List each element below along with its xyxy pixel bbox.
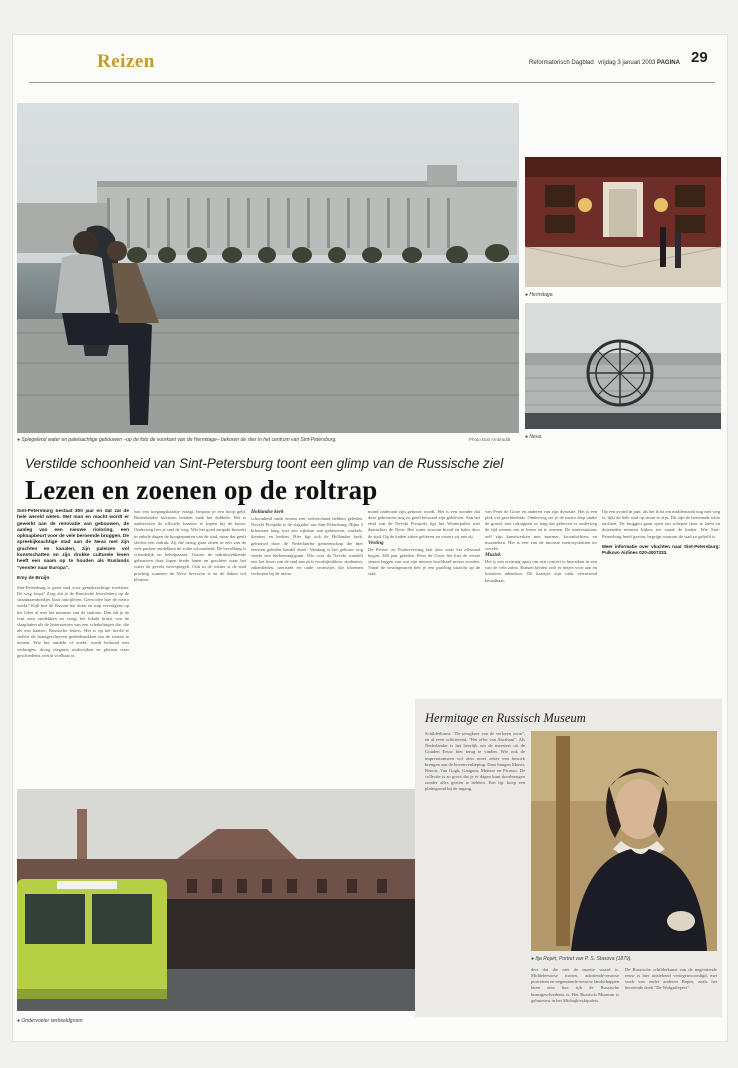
hermitage-box-text-1: Schilderkunst. "De terugkeer van de verloren zoon", en al even schitterend, "Het offer van Abraham". Als Nederlander is het heerlijk om de meesters uit de Gouden Eeuw hier terug te vinden. Wie ook de impressionisten wil zien moet zeker een bezoek brengen aan de bovenverdieping. Daar hangen Monet, Renoir, Van Gogh, Gauguin, Matisse en Picasso. De collectie is zo groot dat je er dagen kunt doorbrengen zonder alles gezien te hebben. Een tip: koop een plattegrond bij de ingang. bbox=[425, 731, 525, 792]
column-5-text: van Peter de Grote en anderen van zijn dynastie. Het is een plek vol geschiedenis. Onderweg zie je de metro diep onder de grond, met roltrappen zo lang dat gelieven er onderweg de tijd nemen om te lezen en te zoenen. De metrostations zelf zijn kunstwerken met marmer, kroonluchters en mozaieken. Het is een van de mooiste metrosystemen ter wereld. bbox=[485, 509, 597, 551]
article-column-2 bbox=[134, 509, 246, 771]
column-5b-text: Het is een ervaring apart om een concert te bezoeken in een van de vele zalen. Russen kleden zich er netjes voor aan en luisteren ademloos. De kaartjes zijn vaak verrassend betaalbaar. bbox=[485, 559, 597, 583]
hermitage-box-column-1 bbox=[425, 731, 525, 1011]
article-column-3 bbox=[251, 509, 363, 771]
page-header bbox=[13, 35, 727, 81]
hermitage-photo bbox=[525, 157, 721, 287]
date: vrijdag 3 januari 2003 bbox=[598, 60, 656, 66]
page-word: PAGINA bbox=[657, 60, 680, 66]
portrait-photo bbox=[531, 731, 717, 951]
portrait-painting bbox=[531, 731, 717, 951]
article-column-5 bbox=[485, 509, 597, 689]
hermitage-photo-image bbox=[525, 157, 721, 287]
column-2-text: van een toegangskaartje vraagt, bespaar je een hoop geld. Buitenlandse toeristen betalen vaak het dubbele. Het is aanbevolen de officiele kaarten te kopen bij de kassa. Onderweg leer je snel de weg. Wie het goed aanpakt bezoekt in enkele dagen de hoogtepunten van de stad, maar dat geeft slechts een indruk. Zij die rustig gaan zitten in een van de vele parken ontdekken de echte schoonheid. De bevolking is vriendelijk en behulpzaam. Tussen de indrukwekkende gebouwen door lopen brede lanen en grachten waar het water de gevels weerspiegelt. Ook in de winter is de stad prachtig wanneer de Neva bevroren is en de daken wit kleuren. bbox=[134, 509, 246, 582]
tram-photo bbox=[17, 789, 417, 1011]
main-photo-credit: Photo Bob Ambraddt bbox=[469, 437, 511, 442]
tram-caption: ● Ondervoeter verbeeldgroen. bbox=[17, 1018, 84, 1024]
column-3-text: schoonheid sinds enorm een verlieschand hebben geleden. Nevski Prospekt is de slagader van Sint-Petersburg. Bijna 5 kilometer lang, met een rijkdom aan gebouwen, winkels, theaters en kerken. Hier ligt ook de Hollandse kerk, gebouwd door de Nederlandse gemeenschap die hier eeuwen geleden handel dreef. Vandaag is het gebouw nog steeds een herkenningspunt. Wie over de Nevski wandelt ziet het leven van de stad aan zich voorbijtrekken: studenten, zakenlieden, toeristen en oude vrouwtjes die bloemen verkopen bij de metro. bbox=[251, 516, 363, 577]
hermitage-caption: ● Hermitage. bbox=[525, 292, 554, 298]
column-4b-text: De Petrus- en Paulusvesting laat zien waar het allemaal begon, 300 jaar geleden. Peter de Grote liet hier de eerste stenen leggen van wat zijn nieuwe hoofdstad moest worden. Vanaf de vestingmuren heb je een prachtig uitzicht op de stad. bbox=[368, 546, 480, 577]
tram-caption-text: Ondervoeter verbeeldgroen. bbox=[21, 1018, 84, 1024]
subhead-muziek: Muziek bbox=[485, 552, 501, 559]
column-4-text: mond onderaan zijn gebouw wordt. Het is een wonder dat deze gebouwen nog zo goed bewaard zijn gebleven. Aan het eind van de Nevski Prospekt ligt het Winterpaleis met daarachter de Neva. Het water stroomt breed en kalm door de stad. Op de kaden zitten gelieven en vissers zij aan zij. bbox=[368, 509, 480, 539]
main-photo-caption-text: Spiegelend water en paleisachtige gebouwen –op de foto de voorkant van de Hermitage– bekoren de slier in het centrum van Sint-Petersburg. bbox=[21, 437, 337, 443]
hermitage-box-title: Hermitage en Russisch Museum bbox=[425, 711, 586, 725]
neva-photo bbox=[525, 303, 721, 429]
main-photo bbox=[17, 103, 519, 433]
neva-photo-image bbox=[525, 303, 721, 429]
hermitage-box-text-2: dert dat die niet de moeite waard is. Middeleeuwse iconen, achttiende-eeuwse portretten en negentiende-eeuwse landschappen laten zien hoe rijk de Russische kunstgeschiedenis is. Het Russisch Museum is gehuisvest in het Michajlovskipaleis. bbox=[531, 967, 619, 1003]
portrait-caption-text: Ilja Repin, Portret van P. S. Stasova (1879). bbox=[535, 956, 632, 962]
dateline bbox=[598, 60, 680, 66]
byline: Emy de Bruijn bbox=[17, 575, 50, 581]
newspaper-page bbox=[12, 34, 728, 1042]
hermitage-box-column-3 bbox=[625, 967, 717, 1013]
hermitage-box-column-2 bbox=[531, 967, 619, 1013]
portrait-caption: ● Ilja Repin, Portret van P. S. Stasova (1879). bbox=[531, 956, 632, 962]
column-6-text: Op een avond in juni, als het licht om middernacht nog niet weg is, lijkt de hele stad op straat te zijn. Dit zijn de beroemde witte nachten. De bruggen gaan open om schepen door te laten en duizenden mensen kijken toe vanaf de kaden. Wie Sint-Petersburg heeft gezien, begrijpt waarom de stad zo geliefd is. bbox=[602, 509, 720, 539]
article-lead: Sint-Petersburg bestaat 300 jaar en dat zal de hele wereld weten. Met man en macht wordt er gewerkt aan de renovatie van gebouwen, de aanleg van een nieuwe rioloring, een opknapbeurt voor de vele beroemde bruggen. De spreekijksachtige stad aan de Neva met zijn grachten en kanalen, zijn paleizen vol kunstschatten en zijn drukke culturele leven heeft een naam op te houden als Ruslands "venster naar Europa". bbox=[17, 509, 129, 571]
main-photo-caption: ● Spiegelend water en paleisachtige gebouwen –op de foto de voorkant van de Hermitage– bekoren de slier in het centrum van Sint-Petersburg. bbox=[17, 437, 337, 443]
travel-info: Meer informatie over vluchten naar Sint-Petersburg: Pulkovo Airlines 020-4007333. bbox=[602, 543, 720, 555]
hermitage-box-text-3: De Russische schilderkunst van de negentiende eeuw is hier uitstekend vertegenwoordigd, met werk van onder anderen Repin, zoals het beroemde doek "De Wolgaslepers". bbox=[625, 967, 717, 991]
article-headline: Lezen en zoenen op de roltrap bbox=[25, 475, 378, 505]
hermitage-caption-text: Hermitage. bbox=[529, 292, 554, 298]
section-title: Reizen bbox=[97, 51, 155, 72]
tram-photo-image bbox=[17, 789, 417, 1011]
header-rule bbox=[29, 82, 715, 83]
main-photo-image bbox=[17, 103, 519, 433]
neva-caption-text: Neva. bbox=[529, 434, 543, 440]
article-kicker: Verstilde schoonheid van Sint-Petersburg toont een glimp van de Russische ziel bbox=[25, 456, 504, 471]
subhead-vesting: Vesting bbox=[368, 539, 384, 546]
column-1-text: Sint-Petersburg is geen stad voor gemakzuchtige toeristen. De weg loopt? Zorg dat je de Russische letterletters op de straatnaambordjes kunt ontcijferen. Geen idee hoe de metro werkt? Kijk hoe de Russen het doen en stap vervolgens op het loket af met het nummer van de stations. Dan zal je de fout zien ontdekken en voegt het lokale bruist van de slaaplatten als de lettertoetsen van een schakelingen die, die als een kaatser, Russische letters. Het is op het hoofd te stellen als handgeschreven gedenkstukken om de straten te nemen. Wie het ontdekt of zoekt, wordt beloond met verborgen, droog elegante stadswijken en pleinen waar geschiedenis overal voelbaar is. bbox=[17, 584, 129, 658]
subhead-hollandse-kerk: Hollandse kerk bbox=[251, 509, 284, 515]
paper-name: Reformatorisch Dagblad bbox=[529, 60, 594, 66]
page-number: 29 bbox=[691, 49, 708, 66]
article-column-1 bbox=[17, 509, 129, 771]
neva-caption: ● Neva. bbox=[525, 434, 543, 440]
article-column-6 bbox=[602, 509, 720, 689]
